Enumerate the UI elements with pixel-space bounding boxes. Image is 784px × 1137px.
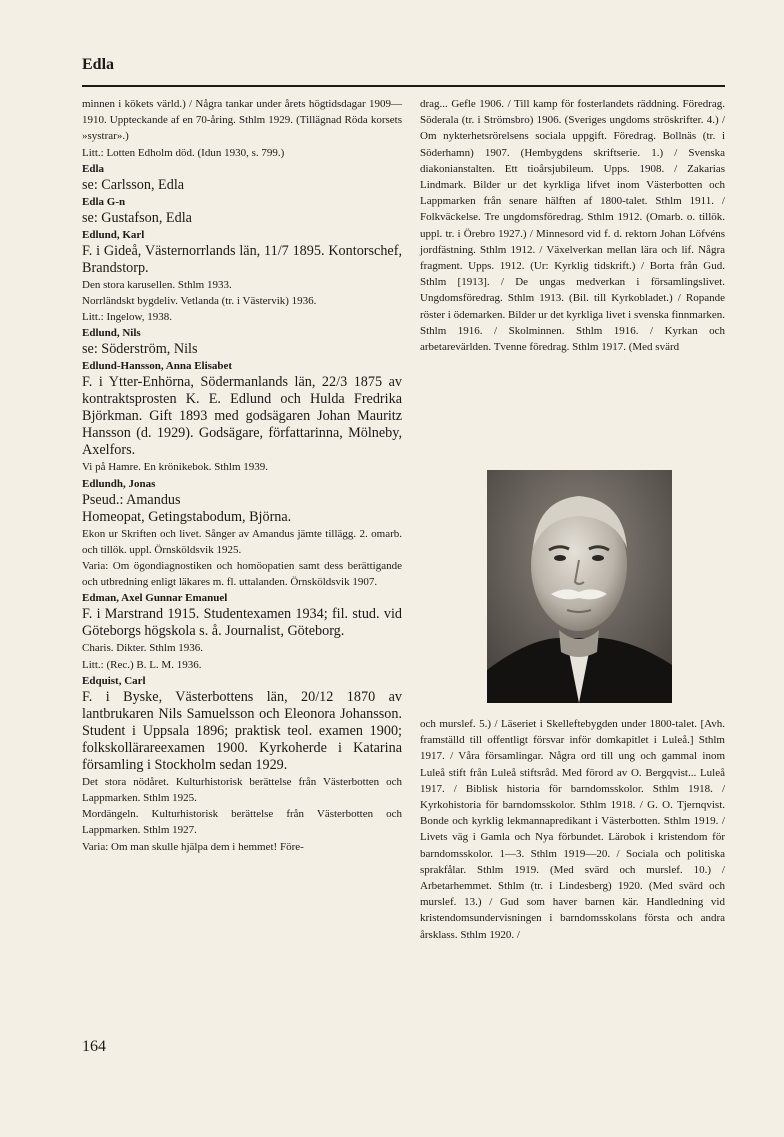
biography-text: F. i Marstrand 1915. Studentexamen 1934; fil. stud. vid Göteborgs högskola s. å. Journalist, Göteborg.	[82, 606, 402, 640]
entry-heading: Edlund, Nils	[82, 327, 141, 340]
entry-heading: Edlundh, Jonas	[82, 477, 156, 490]
entry-heading: Edla G-n	[82, 195, 126, 208]
left-column	[82, 96, 402, 855]
portrait-illustration	[487, 470, 672, 703]
biography-text: Pseud.: Amandus	[82, 491, 181, 508]
biography-text: F. i Gideå, Västernorrlands län, 11/7 1895. Kontorschef, Brandstorp.	[82, 242, 402, 276]
entry-heading: Edla	[82, 162, 105, 175]
entry-heading: Edman, Axel Gunnar Emanuel	[82, 592, 228, 605]
bibliography-line: Varia: Om ögondiagnostiken och homöopatien samt dess berättigande och utbredning enligt läkares m. fl. uttalanden. Örnsköldsvik 1907.	[82, 560, 402, 589]
bibliography-line: Vi på Hamre. En krönikebok. Sthlm 1939.	[82, 461, 269, 474]
right-column-top	[420, 96, 725, 355]
bibliography-line: minnen i kökets värld.) / Några tankar under årets högtidsdagar 1909—1910. Uppteckande af en 70-åring. Sthlm 1929. (Tillägnad Röda korsets »systrar».)	[82, 98, 402, 143]
biography-text: se: Carlsson, Edla	[82, 176, 185, 193]
right-bottom-text: och murslef. 5.) / Läseriet i Skelleftebygden under 1800-talet. [Avh. framställd till offentligt försvar inför domkapitlet i Luleå.] Sthlm 1917. / Våra församlingar. Några ord till ung och gammal inom Luleå stift från Luleå stiftsråd. Med förord av O. Bergqvist... Luleå 1917. / Biblisk historia för barndomsskolor. Sthlm 1918. / Kyrkohistoria för barndomsskolor. Sthlm 1918. / G. O. Tjernqvist. Bonde och kyrklig lekmannapredikant i Västerbotten. Sthlm 1919. / Livets väg i Gamla och Nya förbundet. Lärobok i kristendom för barndomsskolor. 1—3. Sthlm 1919—20. / Sociala och politiska sprakfålar. Sthlm 1919. (Med svärd och murslef. 10.) / Arbetarhemmet. Sthlm (tr. i Lindesberg) 1920. (Med svärd och murslef. 13.) / Gud som haver barnen kär. Handledning vid kristendomsundervisningen i barndomsskolans första och andra årsklass. Sthlm 1920. /	[420, 718, 725, 941]
bibliography-line: Den stora karusellen. Sthlm 1933.	[82, 278, 232, 291]
entry-heading: Edlund-Hansson, Anna Elisabet	[82, 360, 233, 373]
biography-text: F. i Byske, Västerbottens län, 20/12 1870 av lantbrukaren Nils Samuelsson och Eleonora Johansson. Student i Uppsala 1896; praktisk teol. examen 1900; folkskollärareexamen 1900. Kyrkoherde i Katarina församling i Stockholm sedan 1929.	[82, 688, 402, 773]
right-column-bottom	[420, 716, 725, 943]
bibliography-line: Mordängeln. Kulturhistorisk berättelse från Västerbotten och Lappmarken. Sthlm 1927.	[82, 808, 402, 837]
bibliography-line: Norrländskt bygdeliv. Vetlanda (tr. i Västervik) 1936.	[82, 295, 317, 308]
page-number: 164	[82, 1038, 106, 1055]
page-header-title: Edla	[82, 56, 115, 73]
entry-heading: Edquist, Carl	[82, 674, 146, 687]
entry-heading: Edlund, Karl	[82, 228, 145, 241]
bibliography-line: Varia: Om man skulle hjälpa dem i hemmet! Före-	[82, 840, 304, 853]
portrait-photo	[487, 470, 672, 703]
bibliography-line: Charis. Dikter. Sthlm 1936.	[82, 642, 203, 655]
biography-text: se: Gustafson, Edla	[82, 209, 192, 226]
bibliography-line: Litt.: Ingelow, 1938.	[82, 311, 173, 324]
right-top-text: drag... Gefle 1906. / Till kamp för fosterlandets räddning. Föredrag. Söderala (tr. i Strömsbro) 1906. (Sveriges ungdoms ströskrifter. 4.) / Om nykterhetsrörelsens sociala uppgift. Föredrag. Bollnäs (tr. i Söderhamn) 1907. (Hembygdens skriftserie. 1.) / Svenska diakonianstalten. Ett tioårsjubileum. Upps. 1908. / Zakarias Lindmark. Bilder ur det kyrkliga lifvet inom Västerbotten och Lappmarken från senare hälften af 1800-talet. Sthlm 1911. / Folkväckelse. Tre ungdomsföredrag. Sthlm 1912. (Omarb. o. tillök. uppl. tr. i Örebro 1927.) / Minnesord vid f. d. rektorn Johan Löfvéns jordfästning. Sthlm 1912. / Växelverkan mellan lära och lif. Några fragment. Upps. 1912. (Ur: Kyrklig tidskrift.) / Borta från Gud. Sthlm [1913]. / De ungas medverkan i församlingslivet. Ungdomsföredrag. Sthlm 1913. (Bil. till Kyrkobladet.) / Ropande röster i ödemarken. Bilder ur det kyrkliga livet i svenska finnmarken. Sthlm 1916. / Skolminnen. Sthlm 1916. / Kyrkan och arbetarevärlden. Tvenne föredrag. Sthlm 1917. (Med svärd	[420, 98, 725, 354]
bibliography-line: Litt.: Lotten Edholm död. (Idun 1930, s. 799.)	[82, 146, 285, 159]
biography-text: Homeopat, Getingstabodum, Björna.	[82, 508, 292, 525]
bibliography-line: Litt.: (Rec.) B. L. M. 1936.	[82, 658, 202, 671]
biography-text: F. i Ytter-Enhörna, Södermanlands län, 22/3 1875 av kontraktsprosten K. E. Edlund och Hulda Fredrika Björkman. Gift 1893 med godsägaren Johan Mauritz Hansson (d. 1929). Godsägare, författarinna, Mölneby, Axelfors.	[82, 374, 402, 459]
bibliography-line: Det stora nödåret. Kulturhistorisk berättelse från Västerbotten och Lappmarken. Sthlm 1925.	[82, 775, 402, 805]
biography-text: se: Söderström, Nils	[82, 341, 198, 358]
bibliography-line: Ekon ur Skriften och livet. Sånger av Amandus jämte tillägg. 2. omarb. och tillök. uppl. Örnsköldsvik 1925.	[82, 527, 402, 556]
header-rule	[82, 85, 725, 87]
